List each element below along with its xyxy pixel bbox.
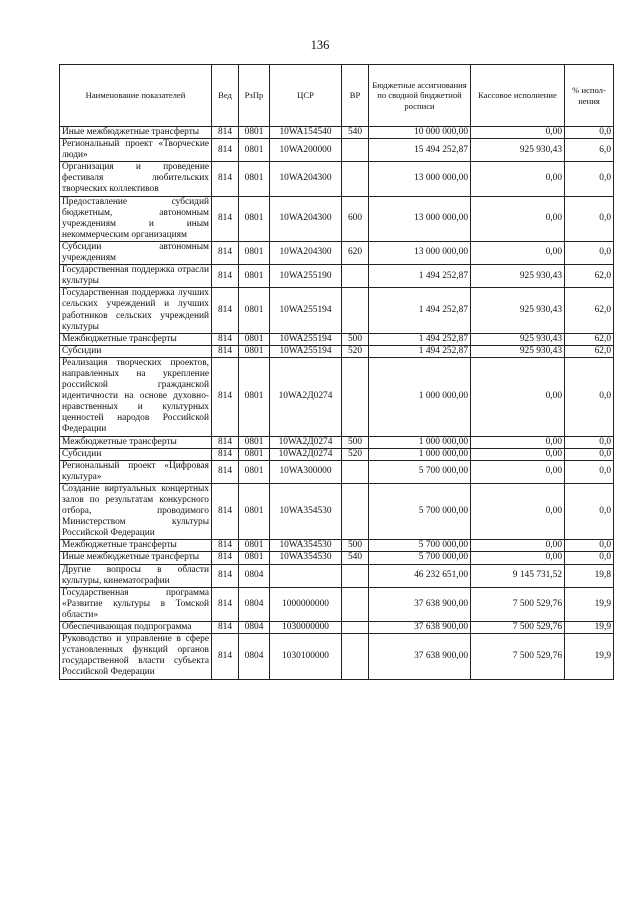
row-csr-cell: 10WA354530 [270,540,342,552]
row-execution-cell: 0,00 [471,196,565,241]
table-row [60,265,614,288]
table-row [60,587,614,621]
table-row [60,241,614,264]
row-percent-cell: 0,0 [565,448,614,460]
row-execution-cell: 0,00 [471,127,565,139]
row-csr-cell: 10WA2Д0274 [270,436,342,448]
row-budget-cell: 15 494 252,87 [369,139,471,162]
row-ved-cell: 814 [212,460,239,483]
row-name-cell: Иные межбюджетные трансферты [60,127,212,139]
row-csr-cell: 10WA204300 [270,241,342,264]
row-budget-cell: 5 700 000,00 [369,460,471,483]
row-name-cell: Обеспечивающая подпрограмма [60,622,212,634]
row-name-cell: Межбюджетные трансферты [60,540,212,552]
row-ved-cell: 814 [212,552,239,564]
row-percent-cell: 0,0 [565,552,614,564]
row-percent-cell: 0,0 [565,357,614,436]
table-row [60,333,614,345]
row-percent-cell: 19,9 [565,622,614,634]
row-csr-cell: 10WA255194 [270,288,342,333]
row-vr-cell [342,622,369,634]
row-rzpr-cell: 0801 [239,265,270,288]
row-vr-cell: 620 [342,241,369,264]
header-csr: ЦСР [270,65,342,127]
table-row [60,288,614,333]
table-row [60,127,614,139]
row-vr-cell: 540 [342,127,369,139]
row-name-cell: Организация и проведение фестиваля любительских творческих коллективов [60,162,212,196]
row-rzpr-cell: 0801 [239,540,270,552]
row-rzpr-cell: 0801 [239,357,270,436]
header-budget: Бюджетные ассигнования по сводной бюджетной росписи [369,65,471,127]
row-name-cell: Межбюджетные трансферты [60,333,212,345]
header-name: Наименование показателей [60,65,212,127]
row-vr-cell [342,564,369,587]
row-rzpr-cell: 0801 [239,333,270,345]
row-ved-cell: 814 [212,448,239,460]
row-csr-cell: 10WA204300 [270,162,342,196]
row-csr-cell: 10WA2Д0274 [270,448,342,460]
row-budget-cell: 10 000 000,00 [369,127,471,139]
row-budget-cell: 37 638 900,00 [369,587,471,621]
table-row [60,345,614,357]
row-name-cell: Субсидии [60,448,212,460]
row-csr-cell: 1000000000 [270,587,342,621]
table-row [60,448,614,460]
row-csr-cell: 10WA200000 [270,139,342,162]
row-ved-cell: 814 [212,587,239,621]
row-ved-cell: 814 [212,540,239,552]
row-percent-cell: 0,0 [565,241,614,264]
row-csr-cell: 10WA255194 [270,333,342,345]
table-row [60,196,614,241]
row-csr-cell: 1030000000 [270,622,342,634]
row-vr-cell [342,483,369,539]
table-row [60,622,614,634]
row-budget-cell: 37 638 900,00 [369,634,471,679]
row-ved-cell: 814 [212,139,239,162]
row-vr-cell [342,460,369,483]
row-vr-cell [342,139,369,162]
row-vr-cell: 520 [342,448,369,460]
table-row [60,460,614,483]
row-budget-cell: 13 000 000,00 [369,196,471,241]
row-name-cell: Руководство и управление в сфере установленных функций органов государственной власти субъекта Российской Федерации [60,634,212,679]
row-execution-cell: 7 500 529,76 [471,622,565,634]
row-execution-cell: 0,00 [471,162,565,196]
row-name-cell: Другие вопросы в области культуры, кинематографии [60,564,212,587]
row-execution-cell: 9 145 731,52 [471,564,565,587]
row-budget-cell: 1 000 000,00 [369,436,471,448]
row-name-cell: Государственная поддержка лучших сельских учреждений и лучших работников сельских учреждений культуры [60,288,212,333]
table-row [60,357,614,436]
row-percent-cell: 62,0 [565,333,614,345]
row-rzpr-cell: 0801 [239,196,270,241]
row-rzpr-cell: 0801 [239,448,270,460]
row-vr-cell: 500 [342,333,369,345]
row-rzpr-cell: 0801 [239,241,270,264]
table-row [60,139,614,162]
row-ved-cell: 814 [212,333,239,345]
row-csr-cell: 10WA154540 [270,127,342,139]
row-percent-cell: 19,9 [565,587,614,621]
row-csr-cell: 10WA204300 [270,196,342,241]
table-header-row [60,65,614,127]
table-row [60,483,614,539]
row-budget-cell: 1 494 252,87 [369,265,471,288]
row-vr-cell: 520 [342,345,369,357]
row-rzpr-cell: 0801 [239,345,270,357]
row-name-cell: Межбюджетные трансферты [60,436,212,448]
row-ved-cell: 814 [212,564,239,587]
row-ved-cell: 814 [212,127,239,139]
row-percent-cell: 0,0 [565,460,614,483]
table-row [60,540,614,552]
row-rzpr-cell: 0801 [239,162,270,196]
row-name-cell: Реализация творческих проектов, направленных на укрепление российской гражданской идентичности на основе духовно-нравственных и культурных ценностей народов Российской Федерации [60,357,212,436]
row-percent-cell: 62,0 [565,288,614,333]
row-execution-cell: 0,00 [471,483,565,539]
row-percent-cell: 0,0 [565,483,614,539]
row-execution-cell: 0,00 [471,241,565,264]
row-budget-cell: 1 494 252,87 [369,333,471,345]
row-csr-cell: 10WA354530 [270,552,342,564]
header-vr: ВР [342,65,369,127]
row-vr-cell: 540 [342,552,369,564]
row-vr-cell: 600 [342,196,369,241]
row-ved-cell: 814 [212,196,239,241]
row-execution-cell: 925 930,43 [471,288,565,333]
row-ved-cell: 814 [212,288,239,333]
row-execution-cell: 0,00 [471,552,565,564]
row-csr-cell [270,564,342,587]
row-percent-cell: 0,0 [565,196,614,241]
row-name-cell: Субсидии [60,345,212,357]
row-execution-cell: 925 930,43 [471,333,565,345]
row-vr-cell [342,288,369,333]
row-vr-cell [342,587,369,621]
row-execution-cell: 925 930,43 [471,265,565,288]
row-budget-cell: 1 000 000,00 [369,448,471,460]
row-vr-cell [342,265,369,288]
row-execution-cell: 0,00 [471,436,565,448]
row-name-cell: Предоставление субсидий бюджетным, автономным учреждениям и иным некоммерческим организациям [60,196,212,241]
row-name-cell: Государственная поддержка отрасли культуры [60,265,212,288]
row-execution-cell: 0,00 [471,357,565,436]
row-vr-cell [342,162,369,196]
row-execution-cell: 7 500 529,76 [471,587,565,621]
row-percent-cell: 62,0 [565,265,614,288]
row-rzpr-cell: 0801 [239,288,270,333]
row-budget-cell: 5 700 000,00 [369,552,471,564]
table-row [60,564,614,587]
row-budget-cell: 1 494 252,87 [369,288,471,333]
row-percent-cell: 0,0 [565,540,614,552]
row-ved-cell: 814 [212,162,239,196]
row-ved-cell: 814 [212,634,239,679]
row-name-cell: Субсидии автономным учреждениям [60,241,212,264]
row-vr-cell: 500 [342,436,369,448]
row-ved-cell: 814 [212,265,239,288]
row-name-cell: Региональный проект «Цифровая культура» [60,460,212,483]
row-budget-cell: 13 000 000,00 [369,241,471,264]
row-name-cell: Государственная программа «Развитие культуры в Томской области» [60,587,212,621]
row-vr-cell [342,357,369,436]
row-csr-cell: 10WA2Д0274 [270,357,342,436]
header-rzpr: РзПр [239,65,270,127]
row-vr-cell: 500 [342,540,369,552]
row-name-cell: Региональный проект «Творческие люди» [60,139,212,162]
row-rzpr-cell: 0804 [239,587,270,621]
table-row [60,634,614,679]
row-percent-cell: 6,0 [565,139,614,162]
row-csr-cell: 10WA255190 [270,265,342,288]
header-execution: Кассовое исполнение [471,65,565,127]
row-name-cell: Иные межбюджетные трансферты [60,552,212,564]
row-rzpr-cell: 0801 [239,460,270,483]
table-row [60,552,614,564]
header-ved: Вед [212,65,239,127]
row-rzpr-cell: 0801 [239,139,270,162]
row-rzpr-cell: 0804 [239,634,270,679]
row-name-cell: Создание виртуальных концертных залов по результатам конкурсного отбора, проводимого Министерством культуры Российской Федерации [60,483,212,539]
row-ved-cell: 814 [212,241,239,264]
row-vr-cell [342,634,369,679]
table-row [60,436,614,448]
budget-table [59,64,614,680]
row-rzpr-cell: 0801 [239,483,270,539]
row-execution-cell: 0,00 [471,540,565,552]
row-budget-cell: 1 000 000,00 [369,357,471,436]
row-budget-cell: 5 700 000,00 [369,483,471,539]
row-percent-cell: 19,8 [565,564,614,587]
row-percent-cell: 0,0 [565,127,614,139]
row-rzpr-cell: 0801 [239,436,270,448]
header-percent: % испол-нения [565,65,614,127]
row-execution-cell: 0,00 [471,460,565,483]
row-ved-cell: 814 [212,622,239,634]
row-ved-cell: 814 [212,436,239,448]
row-ved-cell: 814 [212,357,239,436]
row-csr-cell: 10WA300000 [270,460,342,483]
row-rzpr-cell: 0804 [239,564,270,587]
row-csr-cell: 1030100000 [270,634,342,679]
row-ved-cell: 814 [212,483,239,539]
row-execution-cell: 925 930,43 [471,345,565,357]
row-rzpr-cell: 0801 [239,127,270,139]
row-budget-cell: 1 494 252,87 [369,345,471,357]
table-row [60,162,614,196]
row-ved-cell: 814 [212,345,239,357]
page-number: 136 [310,38,330,52]
row-percent-cell: 0,0 [565,162,614,196]
row-budget-cell: 37 638 900,00 [369,622,471,634]
row-csr-cell: 10WA255194 [270,345,342,357]
row-rzpr-cell: 0801 [239,552,270,564]
row-percent-cell: 19,9 [565,634,614,679]
row-budget-cell: 13 000 000,00 [369,162,471,196]
row-budget-cell: 5 700 000,00 [369,540,471,552]
row-execution-cell: 925 930,43 [471,139,565,162]
row-rzpr-cell: 0804 [239,622,270,634]
row-budget-cell: 46 232 651,00 [369,564,471,587]
row-csr-cell: 10WA354530 [270,483,342,539]
row-execution-cell: 0,00 [471,448,565,460]
row-percent-cell: 0,0 [565,436,614,448]
row-percent-cell: 62,0 [565,345,614,357]
row-execution-cell: 7 500 529,76 [471,634,565,679]
